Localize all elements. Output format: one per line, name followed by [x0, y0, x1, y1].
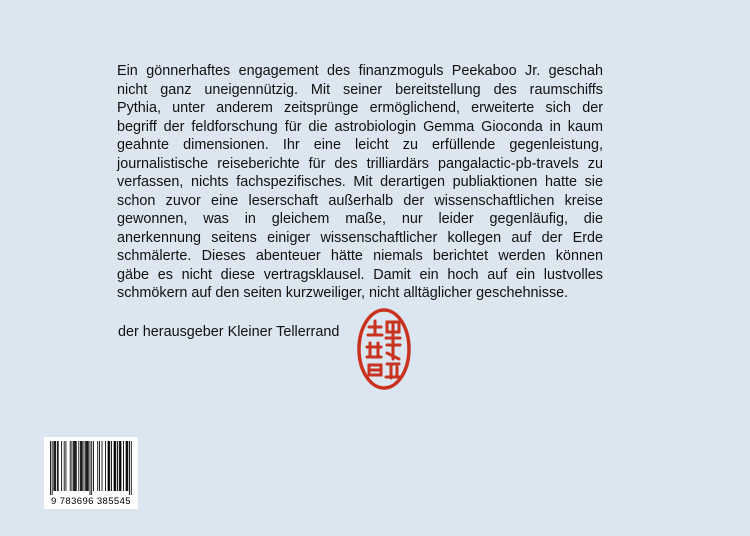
- barcode-bar: [70, 441, 71, 491]
- isbn-number: 9 783696 385545: [51, 496, 131, 507]
- barcode-bar: [121, 441, 122, 491]
- blurb-line: gäbe es nicht diese vertragsklausel. Damit ein hoch auf ein lustvolles: [117, 266, 603, 283]
- barcode-bar: [102, 441, 103, 491]
- isbn-barcode: [44, 437, 138, 509]
- barcode-bar: [61, 441, 62, 491]
- barcode-bar: [84, 441, 85, 491]
- barcode-bar: [127, 441, 128, 491]
- barcode-bar: [114, 441, 115, 491]
- blurb-line: geahnte dimensionen. Ihr eine leicht zu erfüllende gegenleistung,: [117, 137, 603, 153]
- barcode-bar: [78, 441, 79, 491]
- barcode-bar: [73, 441, 74, 491]
- barcode-bar: [108, 441, 109, 491]
- barcode-bar: [76, 441, 77, 491]
- barcode-bar: [88, 441, 89, 491]
- blurb-line: journalistische reiseberichte für des trilliardärs pangalactic-pb-travels zu: [117, 155, 603, 172]
- barcode-bar: [53, 441, 54, 491]
- barcode-bar: [109, 441, 110, 491]
- barcode-bar: [57, 441, 58, 491]
- barcode-bar: [75, 441, 76, 491]
- barcode-bar: [93, 441, 94, 491]
- barcode-bar: [126, 441, 127, 491]
- blurb-line: Ein gönnerhaftes engagement des finanzmoguls Peekaboo Jr. geschah: [117, 63, 603, 79]
- barcode-bar: [120, 441, 121, 491]
- barcode-bar: [72, 441, 73, 491]
- barcode-bar: [55, 441, 56, 491]
- blurb-line: begriff der feldforschung für die astrobiologin Gemma Gioconda in kaum: [117, 118, 603, 135]
- barcode-bar: [54, 441, 55, 491]
- barcode-bar: [85, 441, 86, 491]
- publisher-signature: der herausgeber Kleiner Tellerrand: [118, 324, 340, 340]
- barcode-bar: [52, 441, 53, 495]
- back-cover-blurb: [117, 62, 603, 303]
- barcode-bar: [123, 441, 124, 491]
- barcode-bar: [50, 441, 51, 495]
- barcode-bar: [111, 441, 112, 491]
- blurb-line: schmökern auf den seiten kurzweiliger, nicht alltäglicher geschehnisse.: [117, 285, 569, 301]
- barcode-bar: [105, 441, 106, 491]
- blurb-line: schon zuvor eine leserschaft außerhalb der wissenschaftlichen kreise: [117, 192, 603, 209]
- barcode-bar: [127, 441, 128, 491]
- barcode-bar: [74, 441, 75, 491]
- barcode-bar: [58, 441, 59, 491]
- barcode-bar: [80, 441, 81, 491]
- blurb-line: schmälerte. Dieses abenteuer hätte niemals berichtet werden können: [117, 248, 603, 264]
- barcode-bar: [131, 441, 132, 495]
- barcode-bar: [86, 441, 87, 491]
- barcode-bar: [82, 441, 83, 491]
- barcode-bar: [119, 441, 120, 491]
- barcode-bar: [115, 441, 116, 491]
- blurb-line: anerkennung seitens einiger wissenschaftlicher kollegen auf der Erde: [117, 229, 603, 246]
- barcode-bar: [90, 441, 91, 495]
- blurb-line: Pythia, unter anderem zeitsprünge ermöglichend, erweiterte sich der: [117, 100, 603, 116]
- barcode-bar: [81, 441, 82, 491]
- barcode-bar: [91, 441, 92, 495]
- blurb-line: gewonnen, was in gleichem maße, nur leider gegenläufig, die: [117, 211, 603, 227]
- barcode-bar: [65, 441, 66, 491]
- barcode-bar: [99, 441, 100, 491]
- blurb-line: verfassen, nichts fachspezifisches. Mit derartigen publiaktionen hatte sie: [117, 174, 603, 190]
- barcode-bar: [97, 441, 98, 491]
- barcode-bar: [117, 441, 118, 491]
- barcode-bars: [44, 437, 138, 497]
- blurb-line: nicht ganz uneigennützig. Mit seiner bereitstellung des raumschiffs: [117, 81, 603, 98]
- barcode-bar: [87, 441, 88, 491]
- barcode-bar: [64, 441, 65, 491]
- barcode-bar: [129, 441, 130, 495]
- barcode-bar: [108, 441, 109, 491]
- barcode-bar: [115, 441, 116, 491]
- chinese-seal-stamp-icon: [355, 305, 413, 393]
